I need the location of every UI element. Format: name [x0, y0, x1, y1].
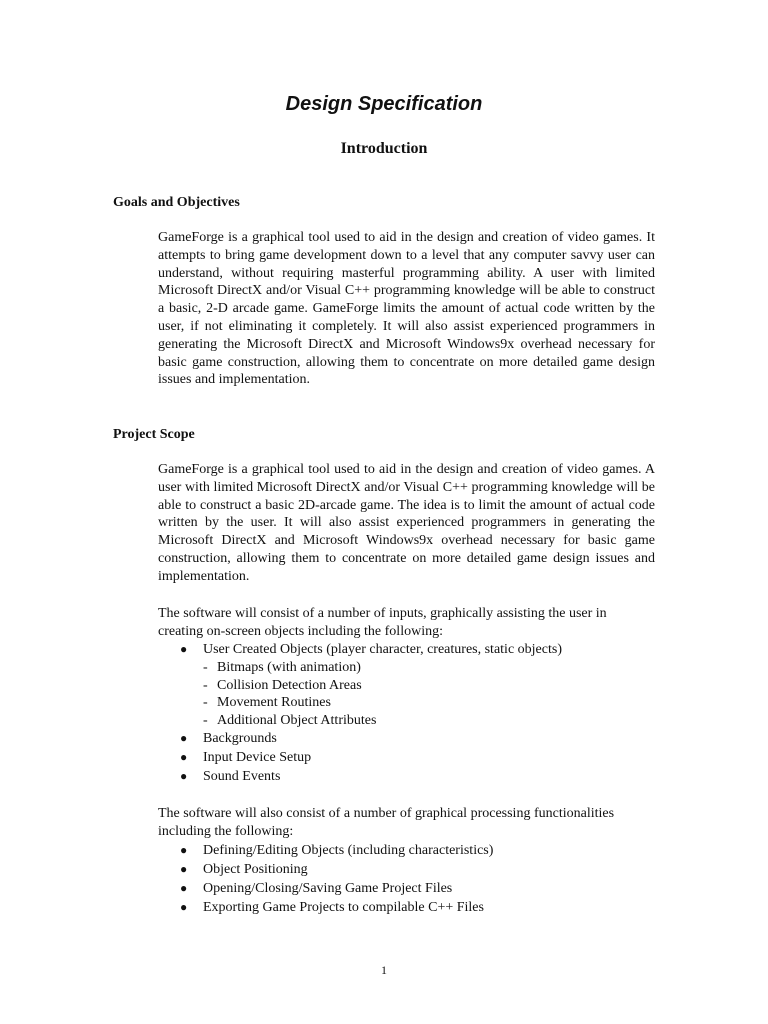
- scope-paragraph-1: GameForge is a graphical tool used to aid in the design and creation of video games. A user with limited Microsoft DirectX and/or Visual C++ programming knowledge will be able to construct a basic 2D-arcade game. The idea is to limit the amount of actual code written by the user. It will also assist experienced programmers in generating the Microsoft DirectX and Microsoft Windows9x overhead necessary for basic game construction, allowing them to concentrate on more detailed game design issues and implementation.: [158, 462, 655, 584]
- sub-list-item-text: Bitmaps (with animation): [217, 660, 361, 675]
- list-item-text: Opening/Closing/Saving Game Project Files: [203, 881, 453, 896]
- list-item: [158, 898, 655, 917]
- list-item: [158, 860, 655, 879]
- sub-list-item-text: Additional Object Attributes: [217, 712, 377, 728]
- list-item: [158, 879, 655, 898]
- sub-list: [203, 659, 655, 729]
- list-item-text: Object Positioning: [203, 862, 308, 877]
- scope-paragraph-2: The software will consist of a number of inputs, graphically assisting the user in creating on-screen objects including the following:: [158, 606, 607, 639]
- dash-icon: -: [203, 660, 208, 675]
- sub-list-item: [203, 677, 655, 695]
- bullet-icon: ●: [180, 881, 188, 895]
- sub-list-item-text: Movement Routines: [217, 695, 331, 710]
- dash-icon: -: [203, 677, 208, 693]
- dash-icon: -: [203, 695, 208, 710]
- list-item-text: Exporting Game Projects to compilable C++ Files: [203, 900, 484, 915]
- scope-paragraph-3: The software will also consist of a number of graphical processing functionalities including the following:: [158, 806, 615, 839]
- sub-list-item: [203, 659, 655, 677]
- heading-goals-and-objectives: Goals and Objectives: [113, 195, 240, 210]
- page-number: 1: [381, 963, 387, 977]
- list-item: [158, 748, 655, 767]
- section-title-introduction: Introduction: [340, 140, 428, 157]
- heading-project-scope: Project Scope: [113, 427, 195, 442]
- list-item-text: Sound Events: [203, 769, 281, 784]
- bullet-icon: ●: [180, 769, 188, 783]
- list-item-text: Defining/Editing Objects (including characteristics): [203, 843, 494, 858]
- list-item: [158, 841, 655, 860]
- functions-list: [158, 841, 655, 917]
- list-item: [158, 767, 655, 786]
- goals-paragraph: GameForge is a graphical tool used to aid in the design and creation of video games. It attempts to bring game development down to a level that any computer savvy user can understand, without requiring masterful programming ability. A user with limited Microsoft DirectX and/or Visual C++ programming knowledge will be able to construct a basic, 2-D arcade game. GameForge limits the amount of actual code written by the user, if not eliminating it completely. It will also assist experienced programmers in generating the Microsoft DirectX and Microsoft Windows9x overhead necessary for basic game construction, allowing them to concentrate on more detailed game design issues and implementation.: [158, 230, 655, 388]
- list-item-text: Input Device Setup: [203, 750, 312, 765]
- bullet-icon: ●: [180, 642, 188, 656]
- bullet-icon: ●: [180, 750, 188, 764]
- sub-list-item: [203, 694, 655, 712]
- list-item-text: Backgrounds: [203, 731, 277, 746]
- sub-list-item: [203, 712, 655, 730]
- list-item-text: User Created Objects (player character, creatures, static objects): [203, 642, 562, 657]
- inputs-list: [158, 640, 655, 786]
- sub-list-item-text: Collision Detection Areas: [217, 677, 362, 693]
- list-item: [158, 729, 655, 748]
- bullet-icon: ●: [180, 862, 188, 876]
- list-item: [158, 640, 655, 729]
- bullet-icon: ●: [180, 731, 188, 745]
- document-title: Design Specification: [285, 93, 483, 115]
- dash-icon: -: [203, 712, 208, 728]
- bullet-icon: ●: [180, 843, 188, 857]
- bullet-icon: ●: [180, 900, 188, 914]
